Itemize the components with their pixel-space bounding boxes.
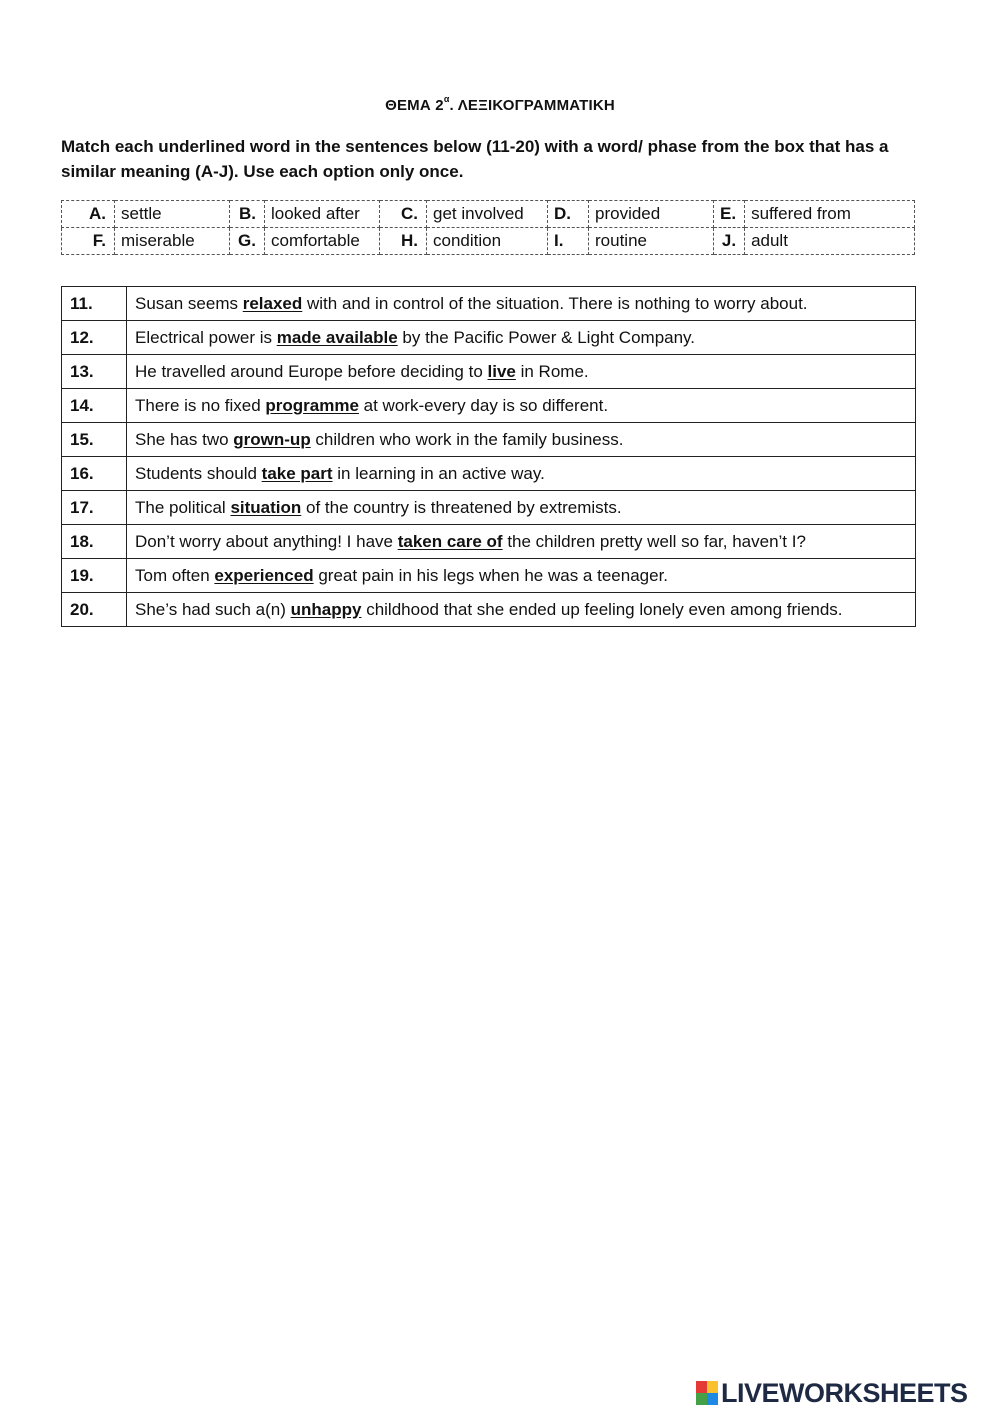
option-text: settle: [115, 201, 230, 228]
table-row: [62, 321, 916, 355]
underlined-word: made available: [276, 327, 398, 347]
option-letter: D.: [548, 201, 589, 228]
option-text: adult: [745, 228, 915, 255]
sentence-text: Don’t worry about anything! I have taken care of the children pretty well so far, haven’t I?: [127, 525, 916, 559]
sentence-text: She has two grown-up children who work in the family business.: [127, 423, 916, 457]
option-text: routine: [589, 228, 714, 255]
table-row: [62, 287, 916, 321]
option-letter: H.: [380, 228, 427, 255]
liveworksheets-logo[interactable]: [696, 1378, 968, 1408]
sentence-number: 14.: [62, 389, 127, 423]
logo-square: [696, 1393, 707, 1405]
sentence-number: 17.: [62, 491, 127, 525]
logo-square: [696, 1381, 707, 1393]
option-letter: I.: [548, 228, 589, 255]
sentence-number: 12.: [62, 321, 127, 355]
underlined-word: situation: [230, 497, 302, 517]
logo-square: [707, 1393, 718, 1405]
table-row: [62, 389, 916, 423]
table-row: [62, 559, 916, 593]
option-letter: F.: [62, 228, 115, 255]
sentence-number: 15.: [62, 423, 127, 457]
table-row: [62, 525, 916, 559]
underlined-word: grown-up: [233, 429, 311, 449]
option-text: comfortable: [265, 228, 380, 255]
sentence-text: Students should take part in learning in an active way.: [127, 457, 916, 491]
logo-square: [707, 1381, 718, 1393]
sentence-text: Tom often experienced great pain in his legs when he was a teenager.: [127, 559, 916, 593]
sentence-text: She’s had such a(n) unhappy childhood that she ended up feeling lonely even among friends.: [127, 593, 916, 627]
option-text: condition: [427, 228, 548, 255]
option-letter: A.: [62, 201, 115, 228]
sentence-text: There is no fixed programme at work-every day is so different.: [127, 389, 916, 423]
underlined-word: taken care of: [397, 531, 503, 551]
logo-icon: [696, 1381, 718, 1405]
table-row: [62, 457, 916, 491]
option-text: get involved: [427, 201, 548, 228]
table-row: [62, 423, 916, 457]
underlined-word: unhappy: [290, 599, 362, 619]
instructions: Match each underlined word in the sentences below (11-20) with a word/ phase from the box that has a similar meaning (A-J). Use each option only once.: [61, 137, 889, 181]
option-letter: E.: [714, 201, 745, 228]
option-letter: C.: [380, 201, 427, 228]
sentence-number: 16.: [62, 457, 127, 491]
underlined-word: live: [487, 361, 516, 381]
page-title: ΘΕΜΑ $2^\alpha$. ΛΕΞΙΚΟΓΡΑΜΜΑΤΙΚΗ: [385, 94, 615, 114]
option-text: looked after: [265, 201, 380, 228]
option-text: provided: [589, 201, 714, 228]
underlined-word: take part: [261, 463, 333, 483]
underlined-word: programme: [265, 395, 359, 415]
sentence-number: 19.: [62, 559, 127, 593]
sentence-text: Electrical power is made available by the Pacific Power & Light Company.: [127, 321, 916, 355]
table-row: [62, 593, 916, 627]
options-row: [62, 201, 915, 228]
logo-text: LIVEWORKSHEETS: [721, 1377, 968, 1408]
sentence-number: 13.: [62, 355, 127, 389]
sentence-number: 20.: [62, 593, 127, 627]
option-letter: J.: [714, 228, 745, 255]
underlined-word: experienced: [214, 565, 314, 585]
options-row: [62, 228, 915, 255]
sentence-number: 11.: [62, 287, 127, 321]
option-letter: G.: [230, 228, 265, 255]
option-letter: B.: [230, 201, 265, 228]
sentence-text: He travelled around Europe before deciding to live in Rome.: [127, 355, 916, 389]
table-row: [62, 355, 916, 389]
option-text: suffered from: [745, 201, 915, 228]
sentence-text: The political situation of the country is threatened by extremists.: [127, 491, 916, 525]
sentence-text: Susan seems relaxed with and in control of the situation. There is nothing to worry about.: [127, 287, 916, 321]
sentences-table: [61, 286, 916, 627]
table-row: [62, 491, 916, 525]
options-box: [61, 200, 915, 255]
underlined-word: relaxed: [242, 293, 303, 313]
option-text: miserable: [115, 228, 230, 255]
sentence-number: 18.: [62, 525, 127, 559]
